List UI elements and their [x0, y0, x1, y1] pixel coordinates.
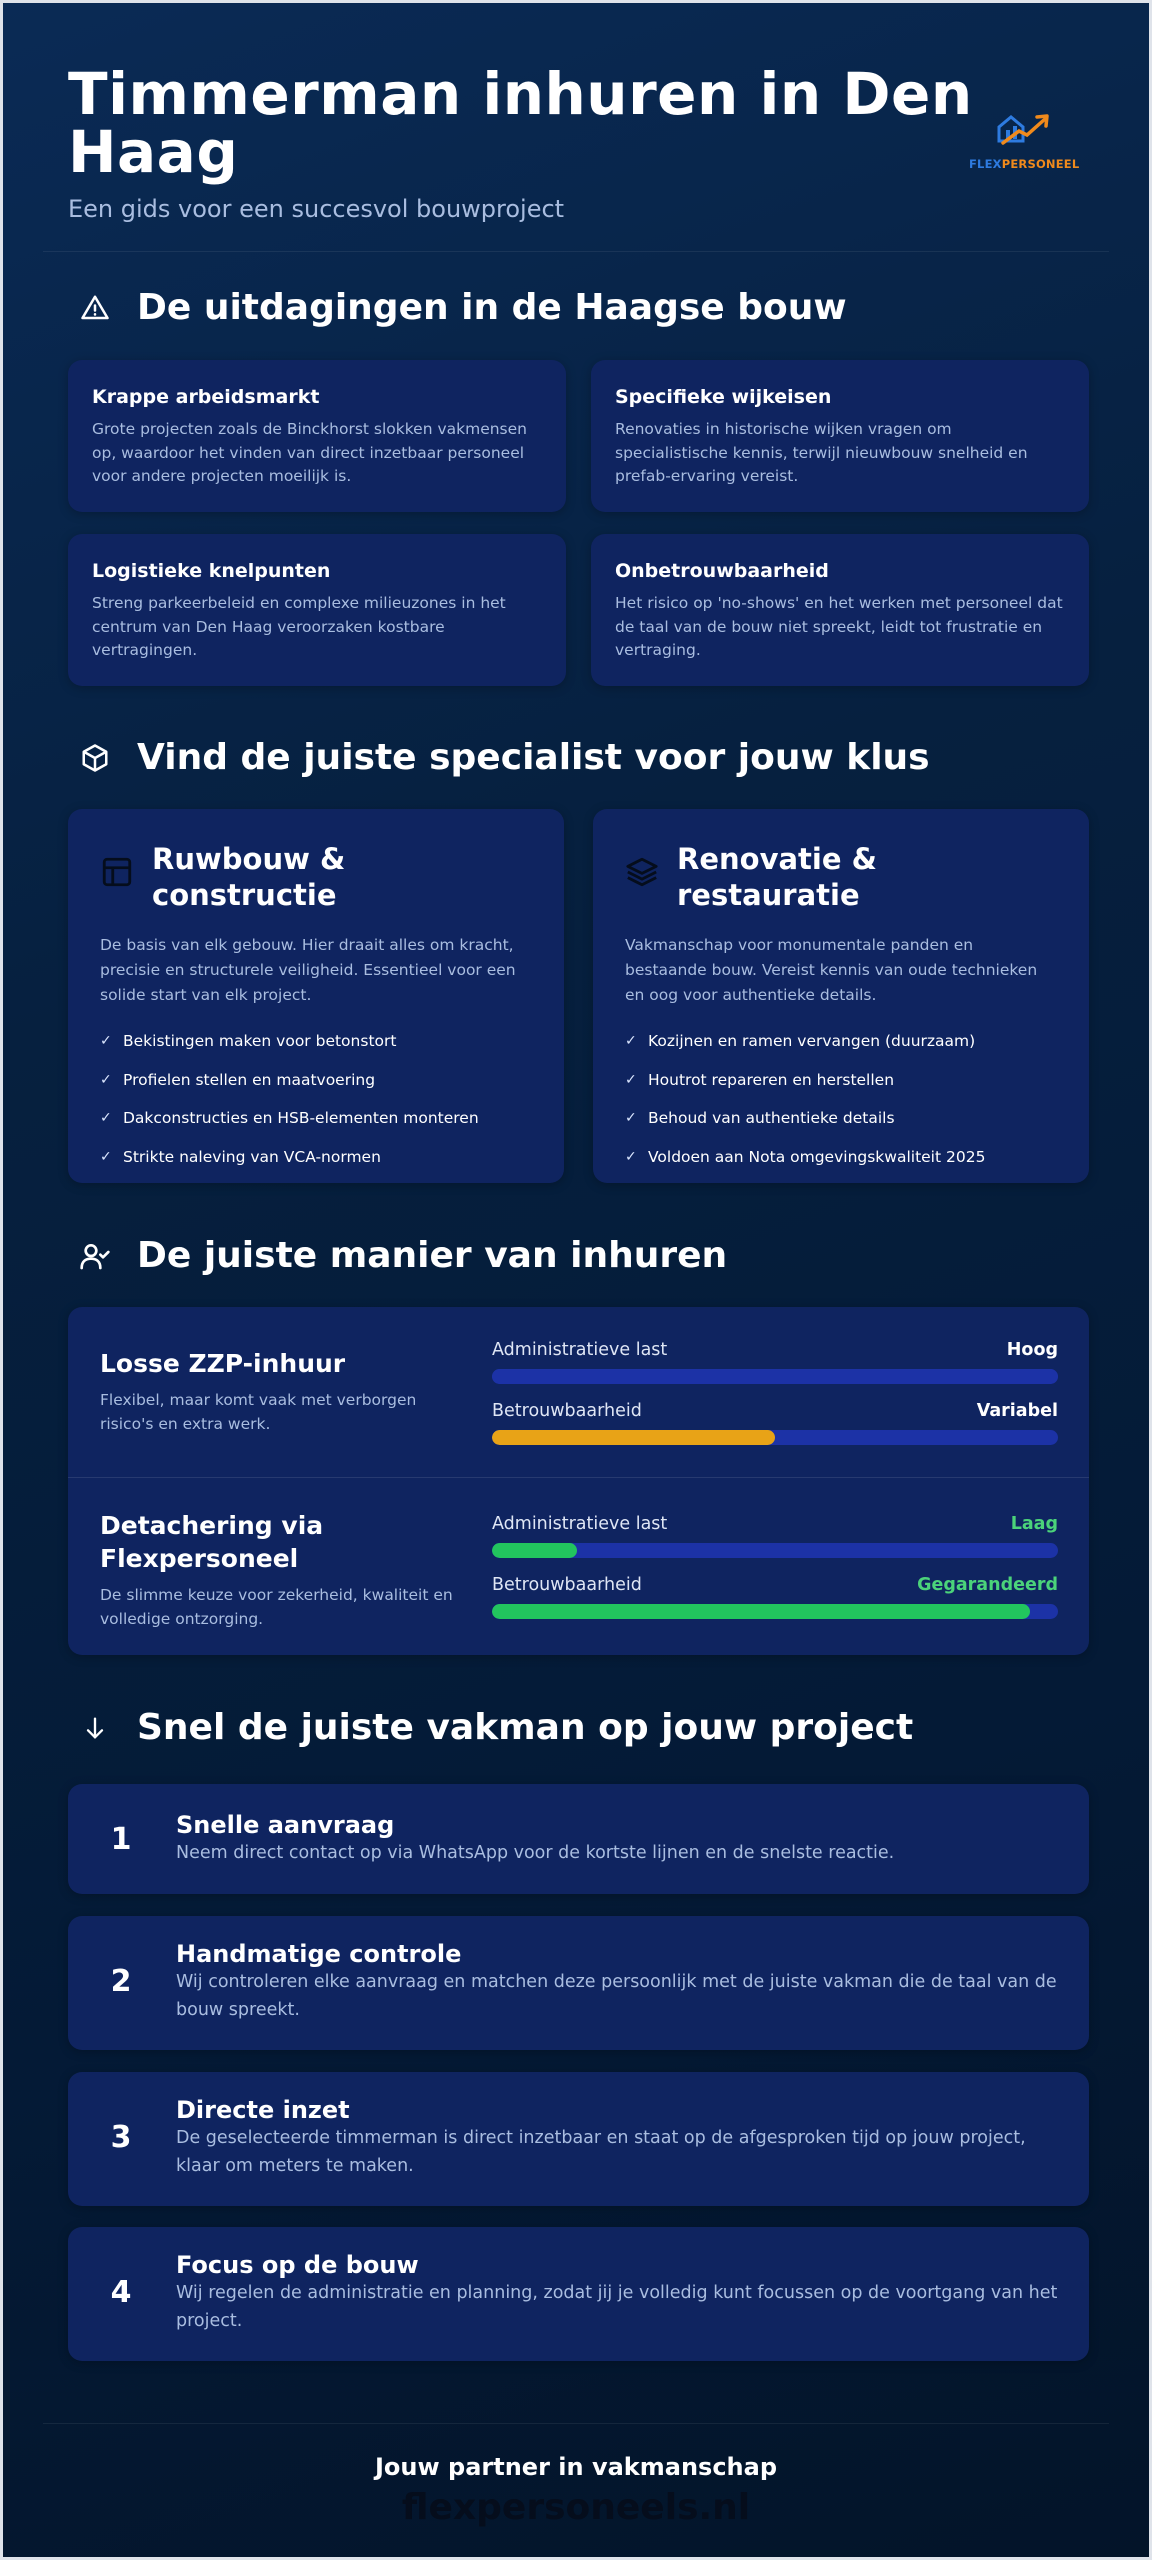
header [68, 60, 1088, 223]
specialist-title: Ruwbouw & constructie [152, 842, 346, 912]
check-icon: ✓ [625, 1110, 637, 1127]
meter-fill [492, 1369, 1058, 1384]
meter-admin-load [492, 1514, 1058, 1558]
specialist-card-ruwbouw [68, 809, 564, 1183]
meter-fill [492, 1430, 775, 1445]
meter-label: Betrouwbaarheid [492, 1401, 642, 1421]
option-text: Flexibel, maar komt vaak met verborgen risico's en extra werk. [100, 1391, 417, 1433]
challenge-card [68, 360, 566, 512]
check-icon: ✓ [100, 1148, 112, 1165]
layout-icon [100, 855, 134, 889]
step-card [68, 1916, 1089, 2050]
step-number: 4 [110, 2275, 132, 2310]
hiring-option-zzp [100, 1307, 1057, 1479]
logo-wordmark: FLEXPERSONEEL [969, 157, 1080, 171]
option-title: Losse ZZP-inhuur [100, 1349, 346, 1378]
check-icon: ✓ [625, 1033, 637, 1050]
check-icon: ✓ [625, 1148, 637, 1165]
meter-admin-load [492, 1340, 1058, 1384]
meter-label: Administratieve last [492, 1340, 668, 1360]
footer-tagline: Jouw partner in vakmanschap [375, 2453, 777, 2481]
specialist-card-renovatie [593, 809, 1089, 1183]
challenge-title: Specifieke wijkeisen [615, 386, 832, 408]
specialist-title: Renovatie & restauratie [677, 842, 877, 912]
step-card [68, 2227, 1089, 2361]
challenge-text: Het risico op 'no-shows' en het werken met personeel dat de taal van de bouw niet spreekt, leidt tot frustratie en vertraging. [615, 594, 1063, 659]
page-subtitle: Een gids voor een succesvol bouwproject [68, 195, 565, 223]
meter-label: Administratieve last [492, 1514, 668, 1534]
list-item: ✓ Dakconstructies en HSB-elementen monteren [100, 1109, 479, 1128]
section-heading: De juiste manier van inhuren [137, 1235, 728, 1276]
user-check-icon [78, 1239, 112, 1273]
challenge-text: Streng parkeerbeleid en complexe milieuzones in het centrum van Den Haag veroorzaken kostbare vertragingen. [92, 594, 506, 659]
specialist-list [100, 1022, 532, 1176]
challenge-text: Grote projecten zoals de Binckhorst slokken vakmensen op, waardoor het vinden van direct inzetbaar personeel voor andere projecten moeilijk is. [92, 420, 527, 485]
list-item: ✓ Kozijnen en ramen vervangen (duurzaam) [625, 1032, 976, 1051]
divider [43, 2423, 1109, 2424]
list-item: ✓ Profielen stellen en maatvoering [100, 1070, 376, 1089]
meter-value: Gegarandeerd [917, 1575, 1058, 1595]
step-number: 2 [110, 1964, 132, 1999]
specialist-text: Vakmanschap voor monumentale panden en bestaande bouw. Vereist kennis van oude technieken en oog voor authentieke details. [625, 936, 1038, 1004]
step-text: Wij controleren elke aanvraag en matchen deze persoonlijk met de juiste vakman die de taal van de bouw spreekt. [176, 1972, 1057, 2020]
meter-reliability [492, 1575, 1058, 1619]
challenge-card [591, 360, 1089, 512]
meter-track [492, 1543, 1058, 1558]
challenge-title: Onbetrouwbaarheid [615, 560, 829, 582]
meter-fill [492, 1543, 577, 1558]
hiring-comparison-card [68, 1307, 1089, 1655]
check-icon: ✓ [625, 1071, 637, 1088]
section-heading: De uitdagingen in de Haagse bouw [137, 287, 847, 328]
challenge-title: Krappe arbeidsmarkt [92, 386, 320, 408]
check-icon: ✓ [100, 1071, 112, 1088]
section-steps-title [78, 1707, 913, 1748]
section-hiring-title [78, 1235, 727, 1276]
specialist-text: De basis van elk gebouw. Hier draait alles om kracht, precisie en structurele veiligheid. Essentieel voor een solide start van elk project. [100, 936, 516, 1004]
challenge-text: Renovaties in historische wijken vragen om specialistische kennis, terwijl nieuwbouw snelheid en prefab-ervaring vereist. [615, 420, 1028, 485]
step-title: Handmatige controle [176, 1940, 462, 1968]
list-item: ✓ Behoud van authentieke details [625, 1109, 895, 1128]
challenge-card [591, 534, 1089, 686]
list-item: ✓ Voldoen aan Nota omgevingskwaliteit 2025 [625, 1147, 986, 1166]
step-text: Neem direct contact op via WhatsApp voor de kortste lijnen en de snelste reactie. [176, 1843, 895, 1863]
list-item: ✓ Houtrot repareren en herstellen [625, 1070, 895, 1089]
divider [43, 251, 1109, 252]
step-number: 1 [110, 1822, 132, 1857]
section-heading: Snel de juiste vakman op jouw project [137, 1707, 914, 1748]
meter-track [492, 1369, 1058, 1384]
specialist-list [625, 1022, 1057, 1176]
step-card [68, 2072, 1089, 2206]
check-icon: ✓ [100, 1110, 112, 1127]
challenge-card [68, 534, 566, 686]
step-text: De geselecteerde timmerman is direct inzetbaar en staat op de afgesproken tijd op jouw project, klaar om meters te maken. [176, 2128, 1026, 2176]
layers-icon [625, 855, 659, 889]
check-icon: ✓ [100, 1033, 112, 1050]
section-specialists-title [78, 737, 930, 778]
step-title: Snelle aanvraag [176, 1811, 395, 1839]
meter-reliability [492, 1401, 1058, 1445]
step-text: Wij regelen de administratie en planning, zodat jij je volledig kunt focussen op de voortgang van het project. [176, 2283, 1058, 2331]
section-challenges-title [78, 287, 847, 328]
footer [3, 2453, 1149, 2528]
box-icon [78, 741, 112, 775]
warning-icon [78, 291, 112, 325]
meter-value: Laag [1010, 1514, 1058, 1534]
step-title: Directe inzet [176, 2096, 350, 2124]
page-title: Timmerman inhuren in Den Haag [68, 60, 973, 186]
step-title: Focus op de bouw [176, 2251, 419, 2279]
challenge-title: Logistieke knelpunten [92, 560, 331, 582]
meter-label: Betrouwbaarheid [492, 1575, 642, 1595]
meter-track [492, 1604, 1058, 1619]
footer-website-link[interactable]: flexpersoneels.nl [401, 2487, 751, 2528]
meter-value: Variabel [976, 1401, 1058, 1421]
section-heading: Vind de juiste specialist voor jouw klus [137, 737, 930, 778]
divider [68, 1477, 1089, 1478]
meter-value: Hoog [1006, 1340, 1058, 1360]
list-item: ✓ Strikte naleving van VCA-normen [100, 1147, 381, 1166]
step-number: 3 [110, 2120, 132, 2155]
list-item: ✓ Bekistingen maken voor betonstort [100, 1032, 397, 1051]
meter-track [492, 1430, 1058, 1445]
meter-fill [492, 1604, 1030, 1619]
logo-house-chart-icon [969, 111, 1081, 157]
option-text: De slimme keuze voor zekerheid, kwaliteit en volledige ontzorging. [100, 1586, 453, 1628]
arrow-down-icon [78, 1711, 112, 1745]
flexpersoneel-logo[interactable] [969, 111, 1081, 171]
step-card [68, 1784, 1089, 1894]
option-title: Detachering via Flexpersoneel [100, 1511, 324, 1573]
hiring-option-detachering [100, 1479, 1057, 1651]
